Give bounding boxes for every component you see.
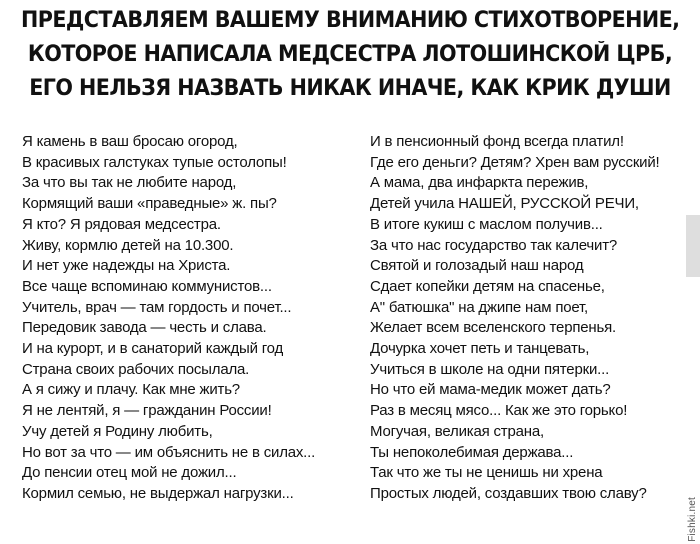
poem-line: Святой и голозадый наш народ [370,257,584,275]
poem-line: Так что же ты не ценишь ни хрена [370,464,603,482]
poem-line: И в пенсионный фонд всегда платил! [370,133,624,150]
poem-line: Раз в месяц мясо... Как же это горько! [370,402,628,420]
poem-line: И нет уже надежды на Христа. [22,257,231,275]
edge-decoration [686,215,700,277]
poem-line: За что нас государство так калечит? [370,236,618,254]
poem-line: Могучая, великая страна, [370,422,544,440]
headline-line-2: КОТОРОЕ НАПИСАЛА МЕДСЕСТРА ЛОТОШИНСКОЙ ЦРБ, [27,42,673,67]
poem-line: Учу детей я Родину любить, [22,422,213,440]
poem-line: И на курорт, и в санаторий каждый год [22,340,284,358]
poem-line: Ты непоколебимая держава... [370,443,574,461]
watermark: Fishki.net [687,497,698,542]
poem-line: Я не лентяй, я — гражданин России! [22,402,272,420]
poem-line: А" батюшка" на джипе нам поет, [370,298,589,316]
poem-line: Учитель, врач — там гордость и почет... [22,298,292,316]
poem-line: В итоге кукиш с маслом получив... [370,215,603,233]
poem-line: А я сижу и плачу. Как мне жить? [22,381,240,399]
poem-line: Все чаще вспоминаю коммунистов... [22,277,272,295]
poem-line: Но вот за что — им объяснить не в силах... [22,443,316,461]
poem-line: Дочурка хочет петь и танцевать, [370,340,590,358]
headline [0,4,700,106]
poem-line: Желает всем вселенского терпенья. [370,319,616,337]
poem-line: Кормящий ваши «праведные» ж. пы? [22,195,277,213]
poem-line: В красивых галстуках тупые остолопы! [22,153,287,171]
poem-line: Учиться в школе на одни пятерки... [370,360,610,378]
headline-line-3: ЕГО НЕЛЬЗЯ НАЗВАТЬ НИКАК ИНАЧЕ, КАК КРИК ДУШИ [29,76,671,101]
poem-right-column [370,132,680,505]
poem-line: Где его деньги? Детям? Хрен вам русский! [370,153,660,171]
poem-line: Детей учила НАШЕЙ, РУССКОЙ РЕЧИ, [370,195,639,213]
poem-line: Сдает копейки детям на спасенье, [370,277,605,295]
poem-left-column [22,132,357,505]
poem-line: До пенсии отец мой не дожил... [22,464,237,482]
poem-line: За что вы так не любите народ, [22,174,237,192]
poem-line: Живу, кормлю детей на 10.300. [22,236,234,254]
poem-line: А мама, два инфаркта пережив, [370,174,589,192]
poem-line: Я кто? Я рядовая медсестра. [22,215,221,233]
poem-line: Простых людей, создавших твою славу? [370,484,647,502]
headline-line-1: ПРЕДСТАВЛЯЕМ ВАШЕМУ ВНИМАНИЮ СТИХОТВОРЕНИЕ, [21,8,680,33]
poem-line: Но что ей мама-медик может дать? [370,381,611,399]
poem-line: Страна своих рабочих посылала. [22,360,250,378]
poem-line: Передовик завода — честь и слава. [22,319,267,337]
poem-line: Кормил семью, не выдержал нагрузки... [22,484,294,502]
poem-line: Я камень в ваш бросаю огород, [22,133,238,150]
